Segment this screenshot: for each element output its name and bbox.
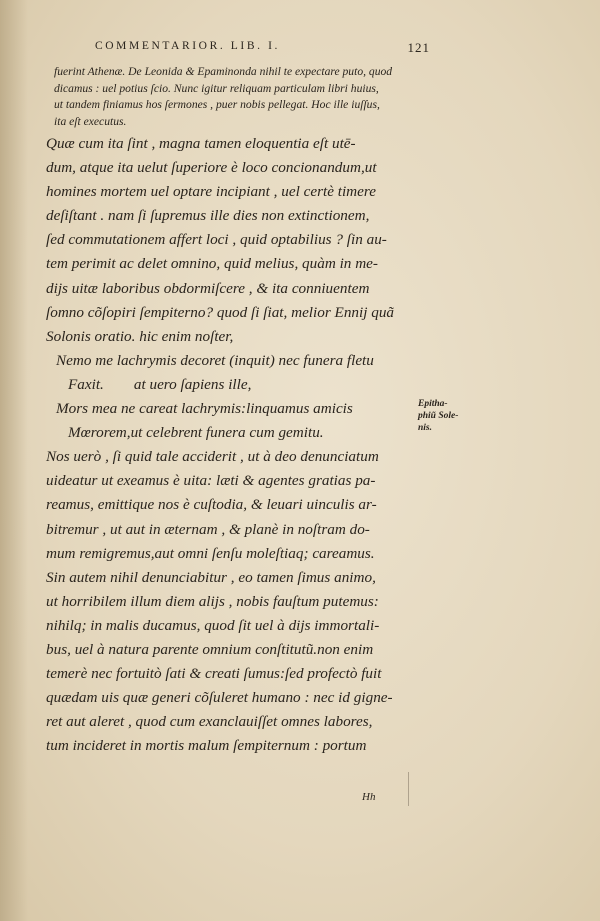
verse-fragment: Faxit. [68, 375, 104, 393]
text-line: ſomno cõſopiri ſempiterno? quod ſi ſiat, melior Ennij quã [46, 303, 395, 321]
ink-bleed-mark [408, 772, 409, 806]
main-text-block [46, 132, 426, 758]
running-head: COMMENTARIOR. LIB. I. [95, 40, 280, 52]
text-line: nihilq; in malis ducamus, quod ſit uel à dijs immortali- [46, 616, 380, 634]
text-line: tum incideret in mortis malum ſempiternum : portum [46, 737, 367, 755]
verse-line: Mœrorem,ut celebrent funera cum gemitu. [68, 424, 324, 442]
text-line: bitremur , ut aut in æternam , & planè in noſtram do- [46, 520, 370, 538]
text-line: quædam uis quæ generi cõſuleret humano : nec id gigne- [46, 689, 393, 707]
margin-note-line: nis. [418, 423, 432, 433]
margin-note-line: Epitha- [418, 399, 448, 409]
text-line: ut horribilem illum diem alijs , nobis fauſtum putemus: [46, 592, 379, 610]
text-line: ut tandem finiamus hos ſermones , puer nobis pellegat. Hoc ille iuſſus, [54, 98, 380, 111]
verse-line: Nemo me lachrymis decoret (inquit) nec funera fletu [56, 351, 374, 369]
page-number: 121 [407, 40, 430, 55]
verse-line: Mors mea ne careat lachrymis:linquamus amicis [56, 400, 353, 418]
margin-note [418, 398, 488, 434]
text-line: uideatur ut exeamus è uita: læti & agentes gratias pa- [46, 472, 376, 490]
text-line: reamus, emittique nos è cuſtodia, & leuari uinculis ar- [46, 496, 377, 514]
catchword: Hh [362, 791, 376, 803]
text-line: homines mortem uel optare incipiant , uel certè timere [46, 183, 376, 201]
text-line: dum, atque ita uelut ſuperiore è loco concionandum,ut [46, 159, 377, 177]
text-line: fuerint Athenæ. De Leonida & Epaminonda nihil te expectare puto, quod [54, 65, 393, 78]
text-line: Quæ cum ita ſint , magna tamen eloquentia eſt utē- [46, 135, 356, 152]
text-line: dicamus : uel potius ſcio. Nunc igitur reliquam particulam libri huius, [54, 81, 379, 95]
verse-line [46, 373, 426, 397]
text-line: dijs uitæ laboribus obdormiſcere , & ita conniuentem [46, 279, 370, 297]
text-line: Sin autem nihil denunciabitur , eo tamen ſimus animo, [46, 568, 376, 586]
page-header [95, 40, 430, 58]
text-line: bus, uel à natura parente omnium conſtitutũ.non enim [46, 640, 374, 658]
text-line: mum remigremus,aut omni ſenſu moleſtiaq; careamus. [46, 544, 375, 562]
text-line: ita eſt executus. [54, 114, 127, 128]
text-line: ret aut aleret , quod cum exanclauiſſet omnes labores, [46, 713, 373, 731]
margin-note-line: phiũ Sole- [418, 411, 459, 421]
text-line: temerè nec fortuitò ſati & creati ſumus:ſed profectò fuit [46, 665, 382, 683]
text-line: Solonis oratio. hic enim noſter, [46, 327, 234, 345]
verse-fragment: at uero ſapiens ille, [133, 375, 252, 393]
text-line: deſiſtant . nam ſi ſupremus ille dies non extinctionem, [46, 207, 370, 225]
small-type-passage [54, 64, 426, 130]
page-gutter-shadow [0, 0, 28, 921]
text-line: Nos uerò , ſi quid tale acciderit , ut à deo denunciatum [46, 448, 379, 466]
text-line: tem perimit ac delet omnino, quid melius, quàm in me- [46, 255, 378, 273]
text-line: ſed commutationem affert loci , quid optabilius ? ſin au- [46, 231, 387, 249]
